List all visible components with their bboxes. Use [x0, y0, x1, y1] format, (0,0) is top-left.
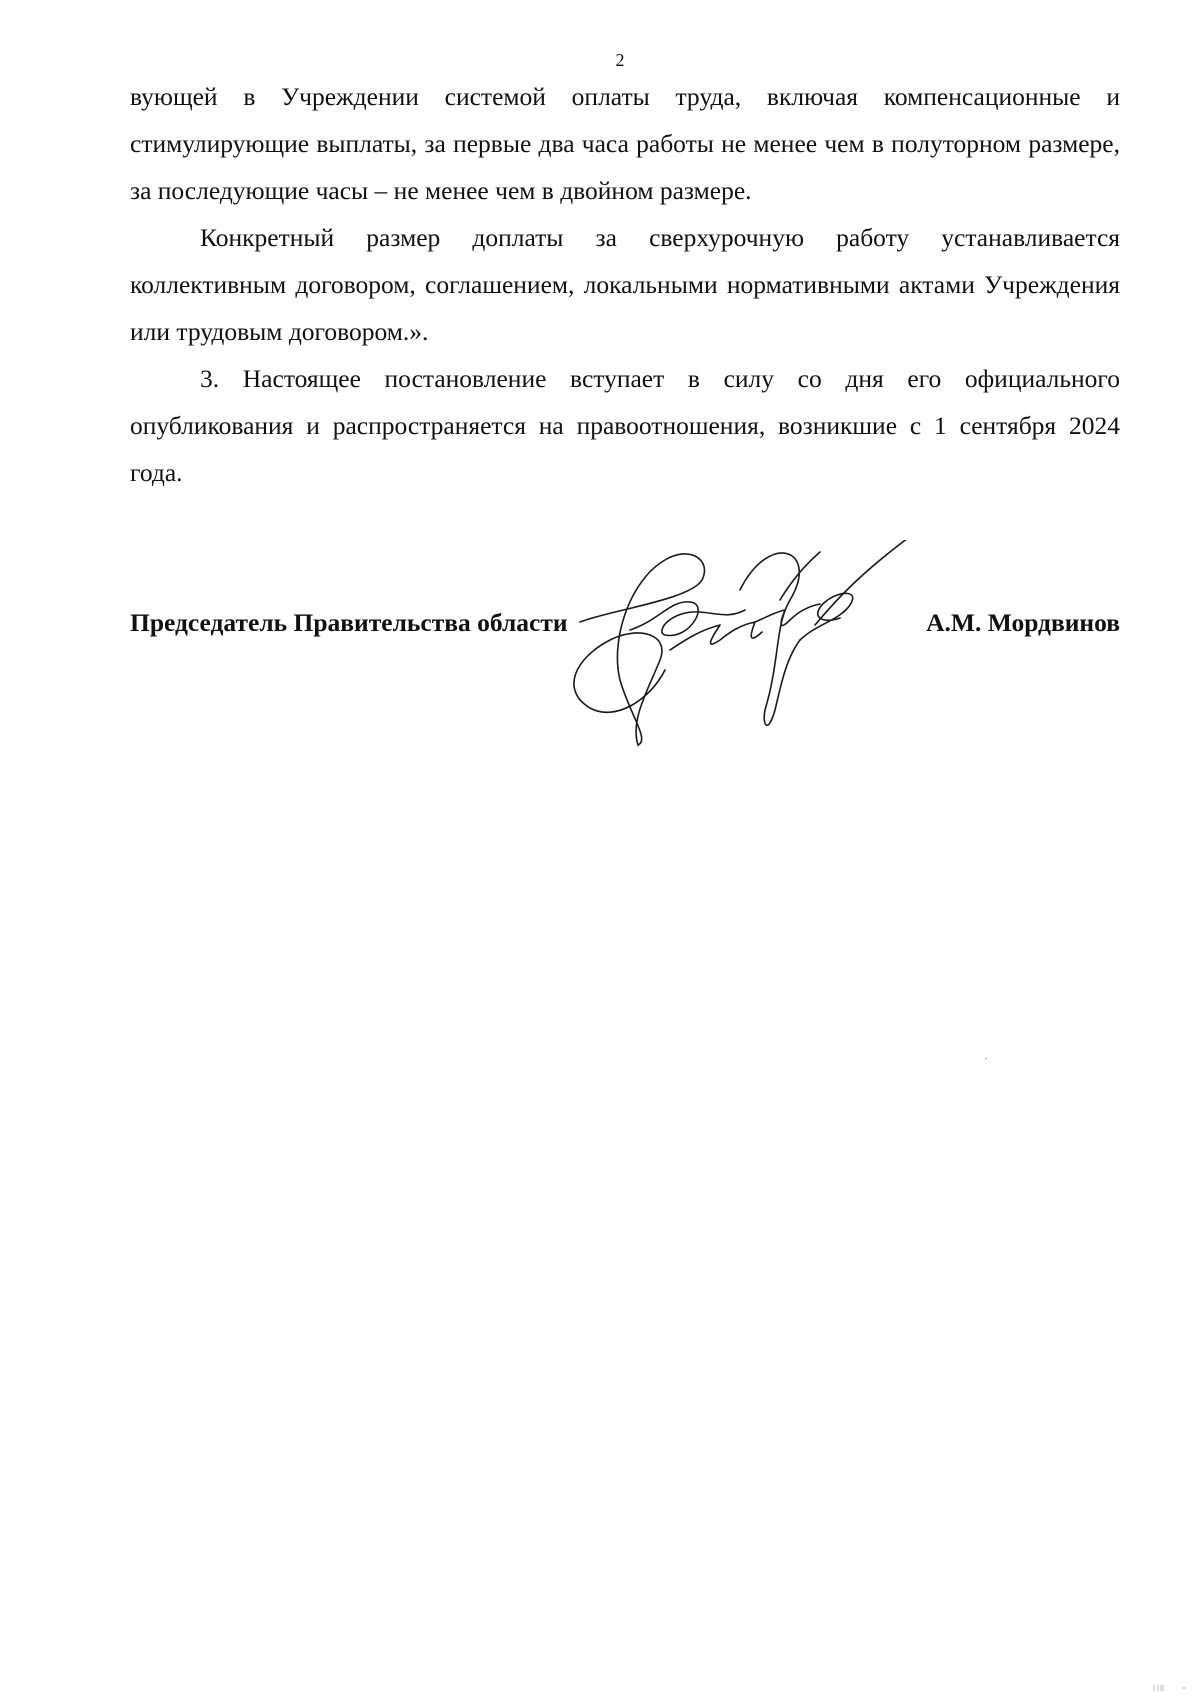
- signer-title: Председатель Правительства области: [130, 608, 568, 637]
- handwritten-signature: [570, 540, 930, 750]
- paragraph-effective-date: 3. Настоящее постановление вступает в силу со дня его официального опубликования и распространяется на правоотношения, возникшие с 1 сентября 2024 года.: [130, 364, 1120, 487]
- signer-name: А.М. Мордвинов: [926, 608, 1120, 637]
- document-body: [130, 73, 1120, 496]
- page-number: 2: [615, 50, 625, 70]
- scan-footer-marks: [1152, 1684, 1192, 1692]
- scan-speck: [985, 1058, 987, 1059]
- paragraph-continuation: вующей в Учреждении системой оплаты труда, включая компенсационные и стимулирующие выплаты, за первые два часа работы не менее чем в полуторном размере, за последующие часы – не менее чем в двойном размере.: [130, 82, 1120, 205]
- paragraph-overtime-payment: Конкретный размер доплаты за сверхурочную работу устанавливается коллективным договором, соглашением, локальными нормативными актами Учреждения или трудовым договором.».: [130, 223, 1120, 346]
